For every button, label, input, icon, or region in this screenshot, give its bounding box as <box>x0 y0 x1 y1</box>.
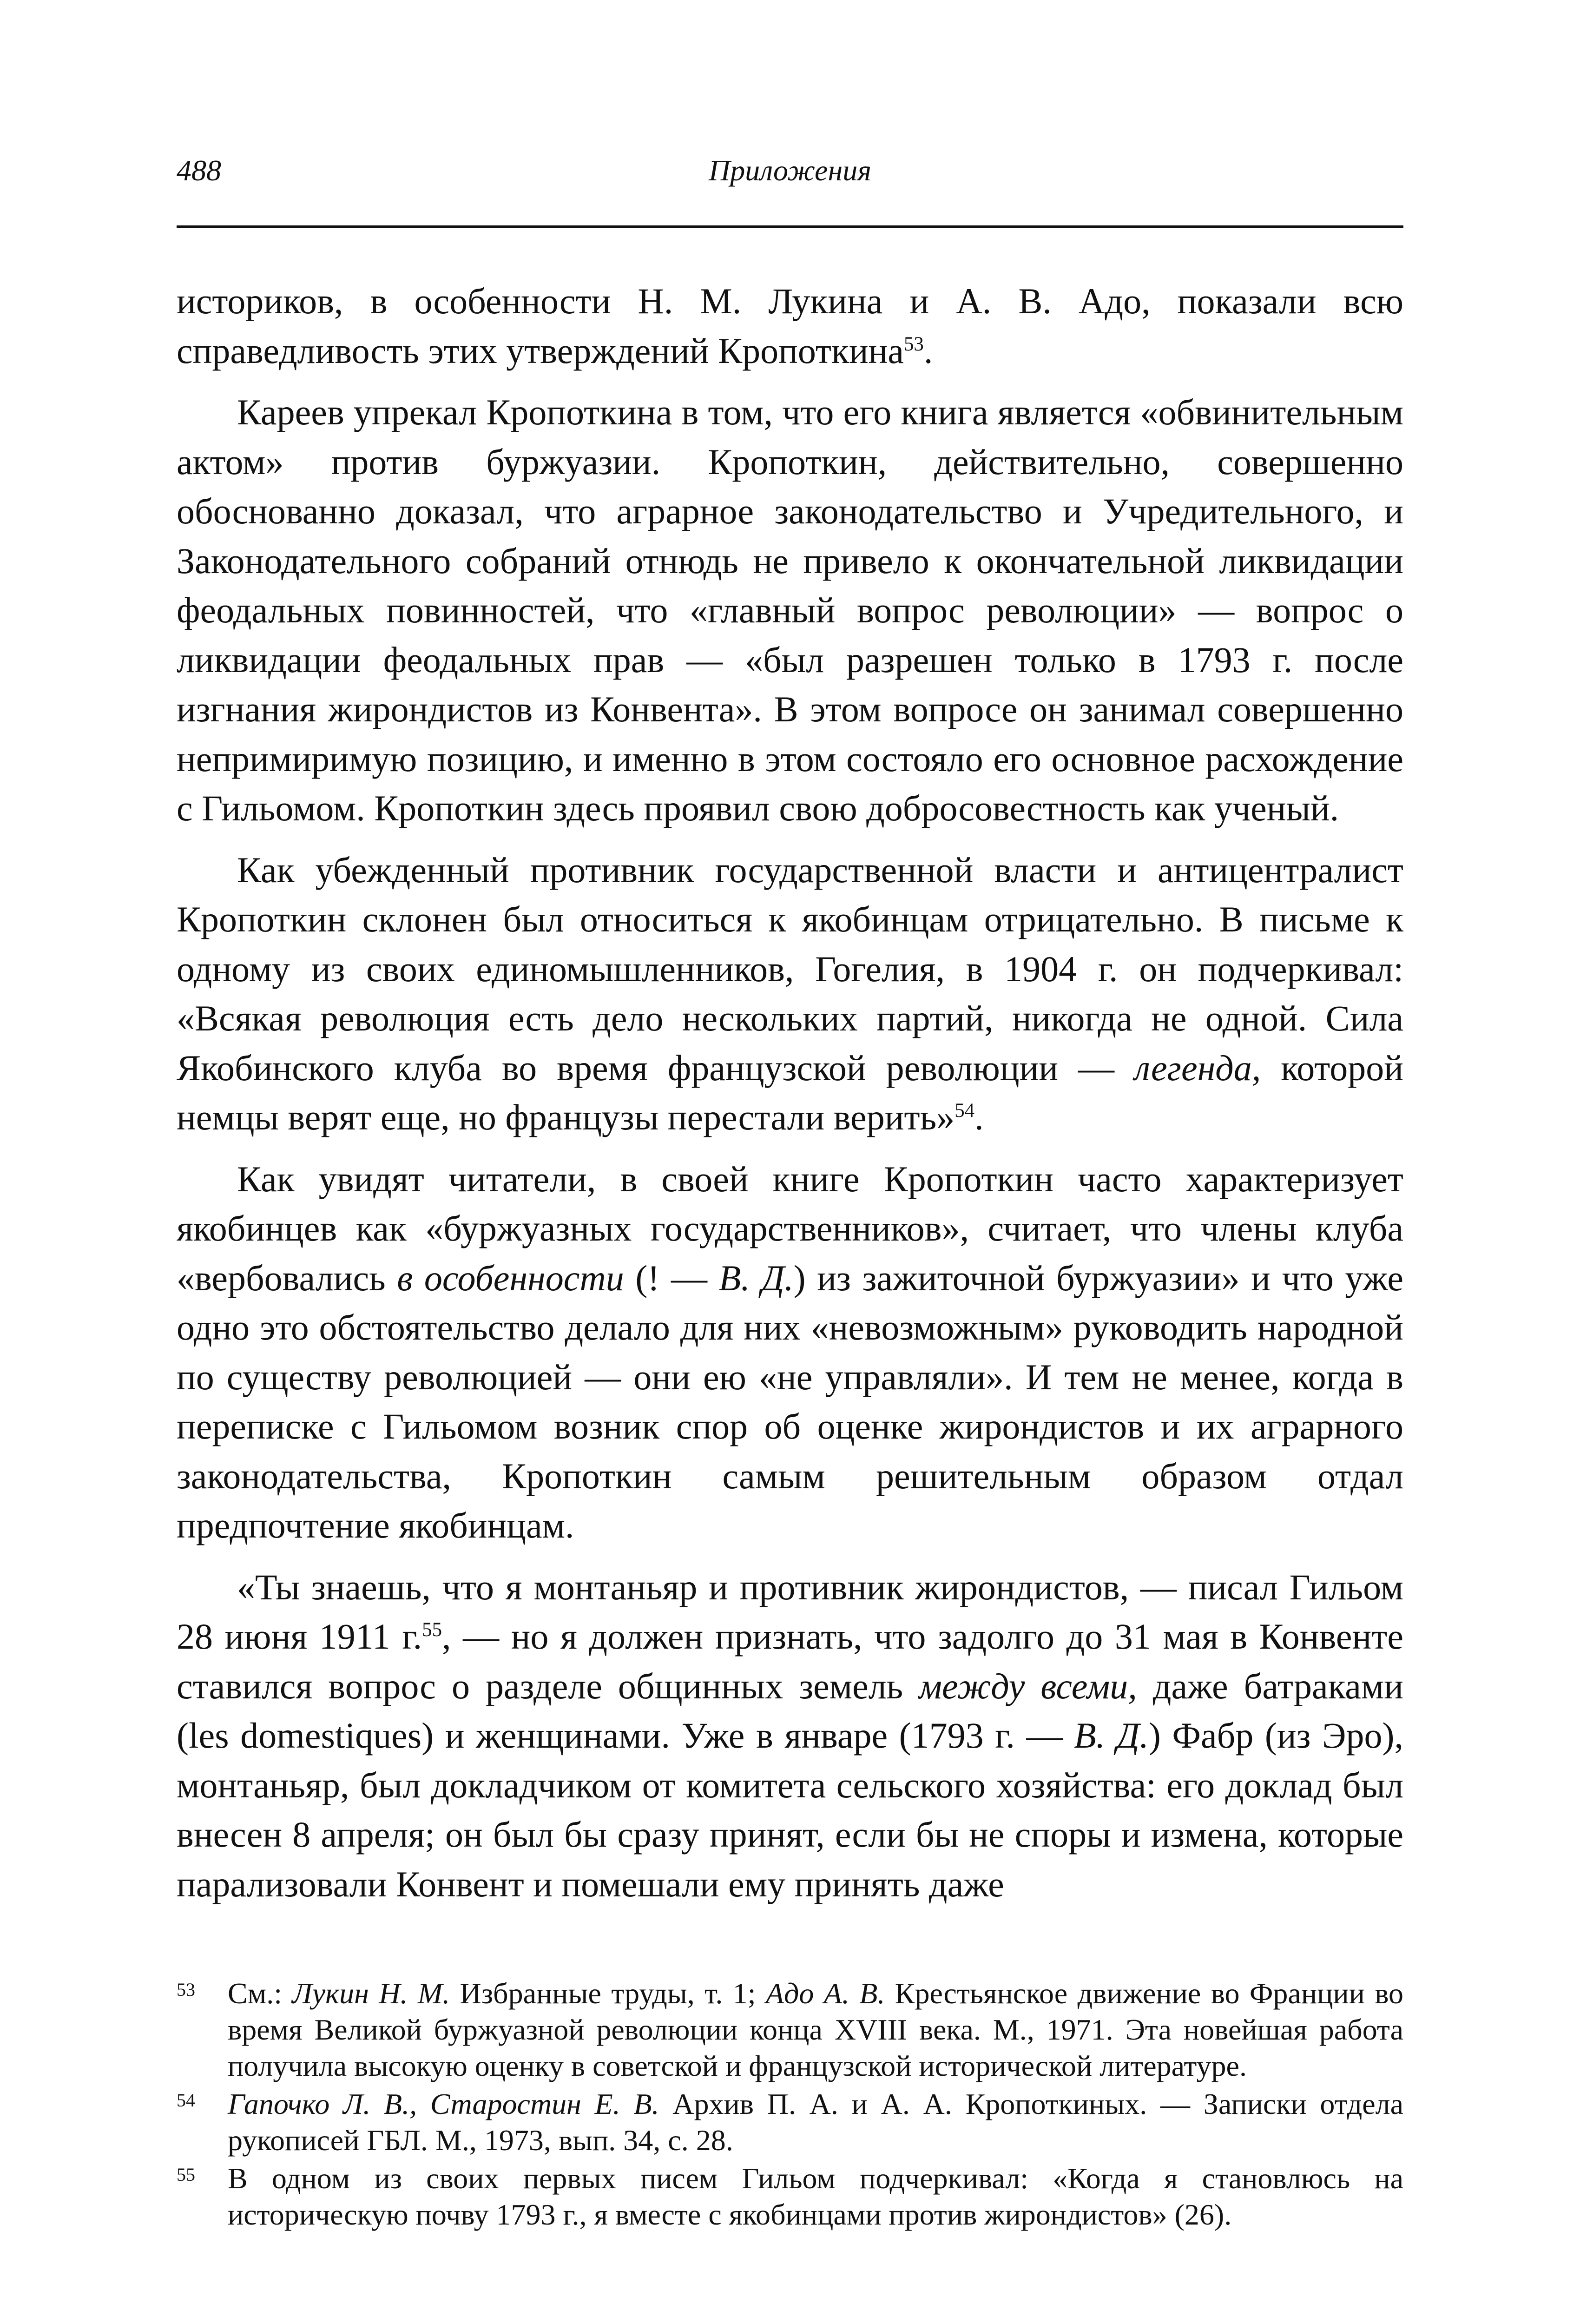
paragraph-4-seg-3: ) из зажиточной буржуазии» и что уже одно это обстоятельство делало для них «невозможным» руководить народной по существу революцией — они ею «не управляли». И тем не менее, когда в переписке с Гильомом возник спор об оценке жирондистов и их аграрного законодательства, Кропоткин самым решительным образом отдал предпочтение якобинцам. <box>177 1257 1403 1545</box>
paragraph-4-seg-2: (! — <box>624 1257 719 1298</box>
main-text <box>177 277 1403 1921</box>
paragraph-1-text: историков, в особенности Н. М. Лукина и А. В. Адо, показали всю справедливость этих утверждений Кропоткина <box>177 281 1403 371</box>
footnote-53-text-2: Крестьянское движение во Франции во время Великой буржуазной революции конца XVIII века. М., 1971. Эта новейшая работа получила высокую оценку в советской и французской исторической литературе. <box>228 1977 1404 2082</box>
footnote-54-authors: Гапочко Л. В., Старостин Е. В. <box>228 2087 659 2120</box>
book-page <box>177 153 1403 2324</box>
footnotes <box>177 1975 1403 2235</box>
paragraph-5-italic-1: между всеми, <box>919 1665 1137 1706</box>
footnote-number: 53 <box>177 1979 195 2000</box>
paragraph-4-italic-1: в особенности <box>397 1257 624 1298</box>
footnote-number: 55 <box>177 2164 195 2185</box>
footnote-ref-54[interactable]: 54 <box>955 1100 975 1122</box>
paragraph-5 <box>177 1563 1403 1909</box>
paragraph-5-seg-1: «Ты знаешь, что я монтаньяр и противник жирондистов, — писал Гильом 28 июня 1911 г. <box>177 1566 1403 1657</box>
paragraph-3-tail: . <box>974 1097 984 1137</box>
footnote-54 <box>177 2086 1403 2159</box>
footnote-53 <box>177 1975 1403 2084</box>
paragraph-2-text: Кареев упрекал Кропоткина в том, что его книга является «обвинительным актом» против буржуазии. Кропоткин, действительно, совершенно обоснованно доказал, что аграрное законодательство и Учредительного, и Законодательного собраний отнюдь не привело к окончательной ликвидации феодальных повинностей, что «главный вопрос революции» — вопрос о ликвидации феодальных прав — «был разрешен только в 1793 г. после изгнания жирондистов из Конвента». В этом вопросе он занимал совершенно непримиримую позицию, и именно в этом состояло его основное расхождение с Гильомом. Кропоткин здесь проявил свою добросовестность как ученый. <box>177 392 1403 828</box>
paragraph-4-italic-2: В. Д. <box>718 1257 794 1298</box>
footnote-53-text-1: Избранные труды, т. 1; <box>450 1977 766 2010</box>
paragraph-1 <box>177 277 1403 376</box>
footnote-number: 54 <box>177 2090 195 2111</box>
header-rule <box>177 225 1403 228</box>
paragraph-4 <box>177 1155 1403 1551</box>
footnote-55 <box>177 2160 1403 2233</box>
footnote-53-author-1: Лукин Н. М. <box>292 1977 450 2010</box>
page-number: 488 <box>177 154 221 187</box>
page-header <box>177 153 1403 214</box>
paragraph-2 <box>177 388 1403 833</box>
paragraph-4-seg-1: Как увидят читатели, в своей книге Кропоткин часто характеризует якобинцев как «буржуазных государственников», считает, что члены клуба «вербовались <box>177 1158 1403 1298</box>
footnote-53-prefix: См.: <box>228 1977 292 2010</box>
paragraph-3-text-b: которой немцы верят еще, но французы перестали верить» <box>177 1047 1403 1137</box>
paragraph-5-seg-4: ) Фабр (из Эро), монтаньяр, был докладчиком от комитета сельского хозяйства: его доклад был внесен 8 апреля; он был бы сразу принят, если бы не споры и измена, которые парализовали Конвент и помешали ему принять даже <box>177 1715 1403 1904</box>
paragraph-5-seg-2: , — но я должен признать, что задолго до 31 мая в Конвенте ставился вопрос о разделе общинных земель <box>177 1616 1403 1706</box>
footnote-54-text: Архив П. А. и А. А. Кропоткиных. — Записки отдела рукописей ГБЛ. М., 1973, вып. 34, с. 28. <box>228 2087 1404 2157</box>
paragraph-1-tail: . <box>923 330 933 371</box>
paragraph-3-text-a: Как убежденный противник государственной власти и антицентралист Кропоткин склонен был относиться к якобинцам отрицательно. В письме к одному из своих единомышленников, Гогелия, в 1904 г. он подчеркивал: «Всякая революция есть дело нескольких партий, никогда не одной. Сила Якобинского клуба во время французской революции — <box>177 849 1403 1088</box>
paragraph-3-italic: легенда, <box>1134 1047 1261 1088</box>
paragraph-3 <box>177 845 1403 1142</box>
footnote-53-author-2: Адо А. В. <box>765 1977 885 2010</box>
running-title: Приложения <box>709 154 871 187</box>
paragraph-5-seg-3: даже батраками (les domestiques) и женщинами. Уже в январе (1793 г. — <box>177 1665 1404 1756</box>
footnote-ref-53[interactable]: 53 <box>903 333 924 355</box>
paragraph-5-italic-2: В. Д. <box>1074 1715 1149 1756</box>
footnote-55-text: В одном из своих первых писем Гильом подчеркивал: «Когда я становлюсь на историческую почву 1793 г., я вместе с якобинцами против жирондистов» (26). <box>228 2162 1403 2231</box>
footnote-ref-55[interactable]: 55 <box>422 1619 442 1641</box>
